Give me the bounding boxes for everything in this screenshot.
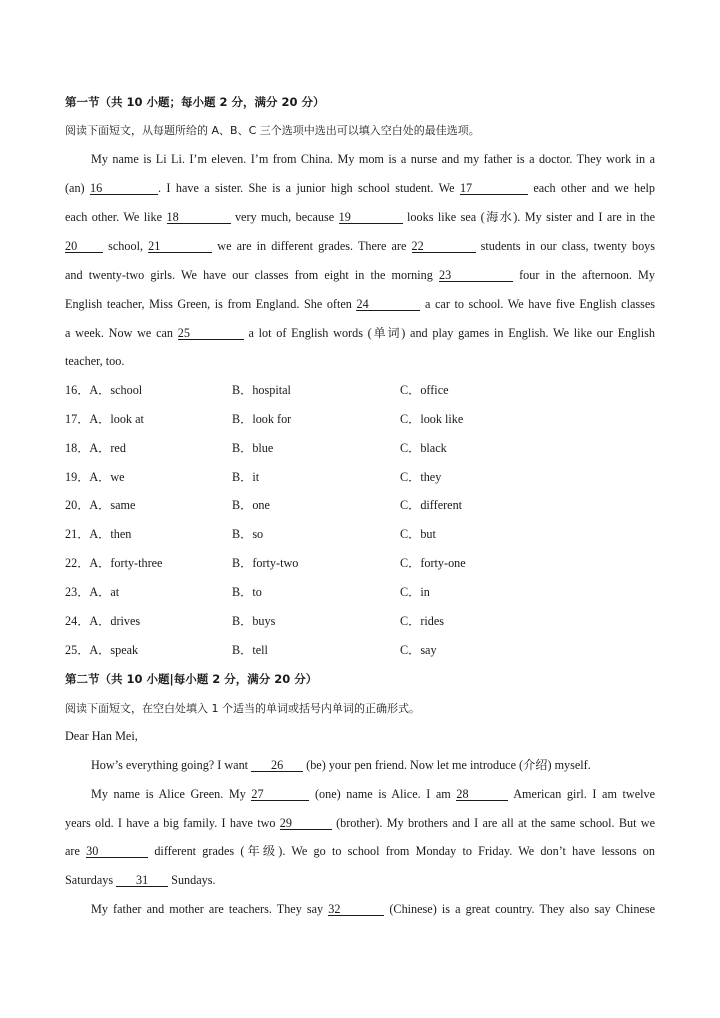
option-c[interactable]: C．but	[400, 527, 436, 541]
blank-31[interactable]: 31	[116, 874, 168, 887]
option-b[interactable]: B．tell	[232, 643, 268, 657]
blank-32[interactable]: 32	[328, 903, 384, 916]
passage1-line: each other. We like 18 very much, because 19 looks like sea (海水). My sister and I are in the	[65, 210, 655, 224]
option-a[interactable]: 23．A．at	[65, 585, 120, 599]
question-options-24	[65, 614, 655, 628]
option-b[interactable]: B．blue	[232, 441, 274, 455]
option-c[interactable]: C．black	[400, 441, 447, 455]
option-b[interactable]: B．look for	[232, 412, 292, 426]
option-c[interactable]: C．say	[400, 643, 437, 657]
passage2-line: My father and mother are teachers. They say 32 (Chinese) is a great country. They also say Chinese	[91, 902, 655, 916]
question-options-16	[65, 383, 655, 397]
blank-22[interactable]: 22	[412, 240, 476, 253]
question-options-17	[65, 412, 655, 426]
passage1-line: My name is Li Li. I’m eleven. I’m from China. My mom is a nurse and my father is a doctor. They work in a	[91, 152, 655, 166]
blank-29[interactable]: 29	[280, 817, 332, 830]
option-b[interactable]: B．one	[232, 498, 270, 512]
passage2-line: years old. I have a big family. I have two 29 (brother). My brothers and I are all at the same school. But we	[65, 816, 656, 830]
option-c[interactable]: C．rides	[400, 614, 445, 628]
letter-greeting: Dear Han Mei,	[65, 729, 138, 743]
blank-25[interactable]: 25	[178, 327, 244, 340]
passage2-line: Saturdays 31 Sundays.	[65, 873, 216, 887]
passage2-line: My name is Alice Green. My 27 (one) name is Alice. I am 28 American girl. I am twelve	[91, 787, 656, 801]
blank-30[interactable]: 30	[86, 845, 148, 858]
option-c[interactable]: C．office	[400, 383, 449, 397]
option-a[interactable]: 19．A．we	[65, 470, 125, 484]
option-c[interactable]: C．look like	[400, 412, 464, 426]
passage2-line: How’s everything going? I want 26 (be) your pen friend. Now let me introduce (介绍) myself.	[91, 758, 591, 772]
passage1-line: English teacher, Miss Green, is from England. She often 24 a car to school. We have five English classes	[65, 297, 656, 311]
blank-17[interactable]: 17	[460, 182, 528, 195]
option-c[interactable]: C．different	[400, 498, 463, 512]
option-c[interactable]: C．forty-one	[400, 556, 466, 570]
blank-21[interactable]: 21	[148, 240, 212, 253]
question-options-20	[65, 498, 655, 512]
blank-26[interactable]: 26	[251, 759, 303, 772]
question-options-25	[65, 643, 655, 657]
option-c[interactable]: C．they	[400, 470, 442, 484]
passage1-line: 20 school, 21 we are in different grades. There are 22 students in our class, twenty boys	[65, 239, 655, 253]
option-b[interactable]: B．so	[232, 527, 264, 541]
blank-27[interactable]: 27	[251, 788, 309, 801]
section2-instruction: 阅读下面短文，在空白处填入 1 个适当的单词或括号内单词的正确形式。	[65, 702, 420, 715]
section1-heading: 第一节（共 10 小题；每小题 2 分，满分 20 分）	[65, 95, 325, 109]
question-options-22	[65, 556, 655, 570]
blank-19[interactable]: 19	[339, 211, 403, 224]
option-b[interactable]: B．buys	[232, 614, 276, 628]
passage1-line: (an) 16 . I have a sister. She is a junior high school student. We 17 each other and we help	[65, 181, 655, 195]
option-a[interactable]: 20．A．same	[65, 498, 136, 512]
option-a[interactable]: 21．A．then	[65, 527, 132, 541]
blank-20[interactable]: 20	[65, 240, 103, 253]
section1-instruction: 阅读下面短文，从每题所给的 A、B、C 三个选项中选出可以填入空白处的最佳选项。	[65, 124, 480, 137]
passage1-line: and twenty-two girls. We have our classes from eight in the morning 23 four in the afternoon. My	[65, 268, 655, 282]
section2-heading: 第二节（共 10 小题|每小题 2 分，满分 20 分）	[65, 672, 318, 686]
blank-23[interactable]: 23	[439, 269, 513, 282]
option-b[interactable]: B．it	[232, 470, 260, 484]
question-options-21	[65, 527, 655, 541]
passage2-line: are 30 different grades (年级). We go to school from Monday to Friday. We don’t have lessons on	[65, 844, 655, 858]
blank-18[interactable]: 18	[167, 211, 231, 224]
blank-28[interactable]: 28	[456, 788, 508, 801]
blank-16[interactable]: 16	[90, 182, 158, 195]
passage1-line: teacher, too.	[65, 354, 125, 368]
passage1-line: a week. Now we can 25 a lot of English words (单词) and play games in English. We like our English	[65, 326, 655, 340]
question-options-23	[65, 585, 655, 599]
option-c[interactable]: C．in	[400, 585, 430, 599]
option-a[interactable]: 16．A．school	[65, 383, 143, 397]
option-b[interactable]: B．forty-two	[232, 556, 299, 570]
option-a[interactable]: 18．A．red	[65, 441, 126, 455]
blank-24[interactable]: 24	[356, 298, 420, 311]
option-b[interactable]: B．to	[232, 585, 262, 599]
option-a[interactable]: 22．A．forty-three	[65, 556, 163, 570]
question-options-19	[65, 470, 655, 484]
option-b[interactable]: B．hospital	[232, 383, 291, 397]
option-a[interactable]: 17．A．look at	[65, 412, 144, 426]
question-options-18	[65, 441, 655, 455]
option-a[interactable]: 24．A．drives	[65, 614, 141, 628]
option-a[interactable]: 25．A．speak	[65, 643, 139, 657]
